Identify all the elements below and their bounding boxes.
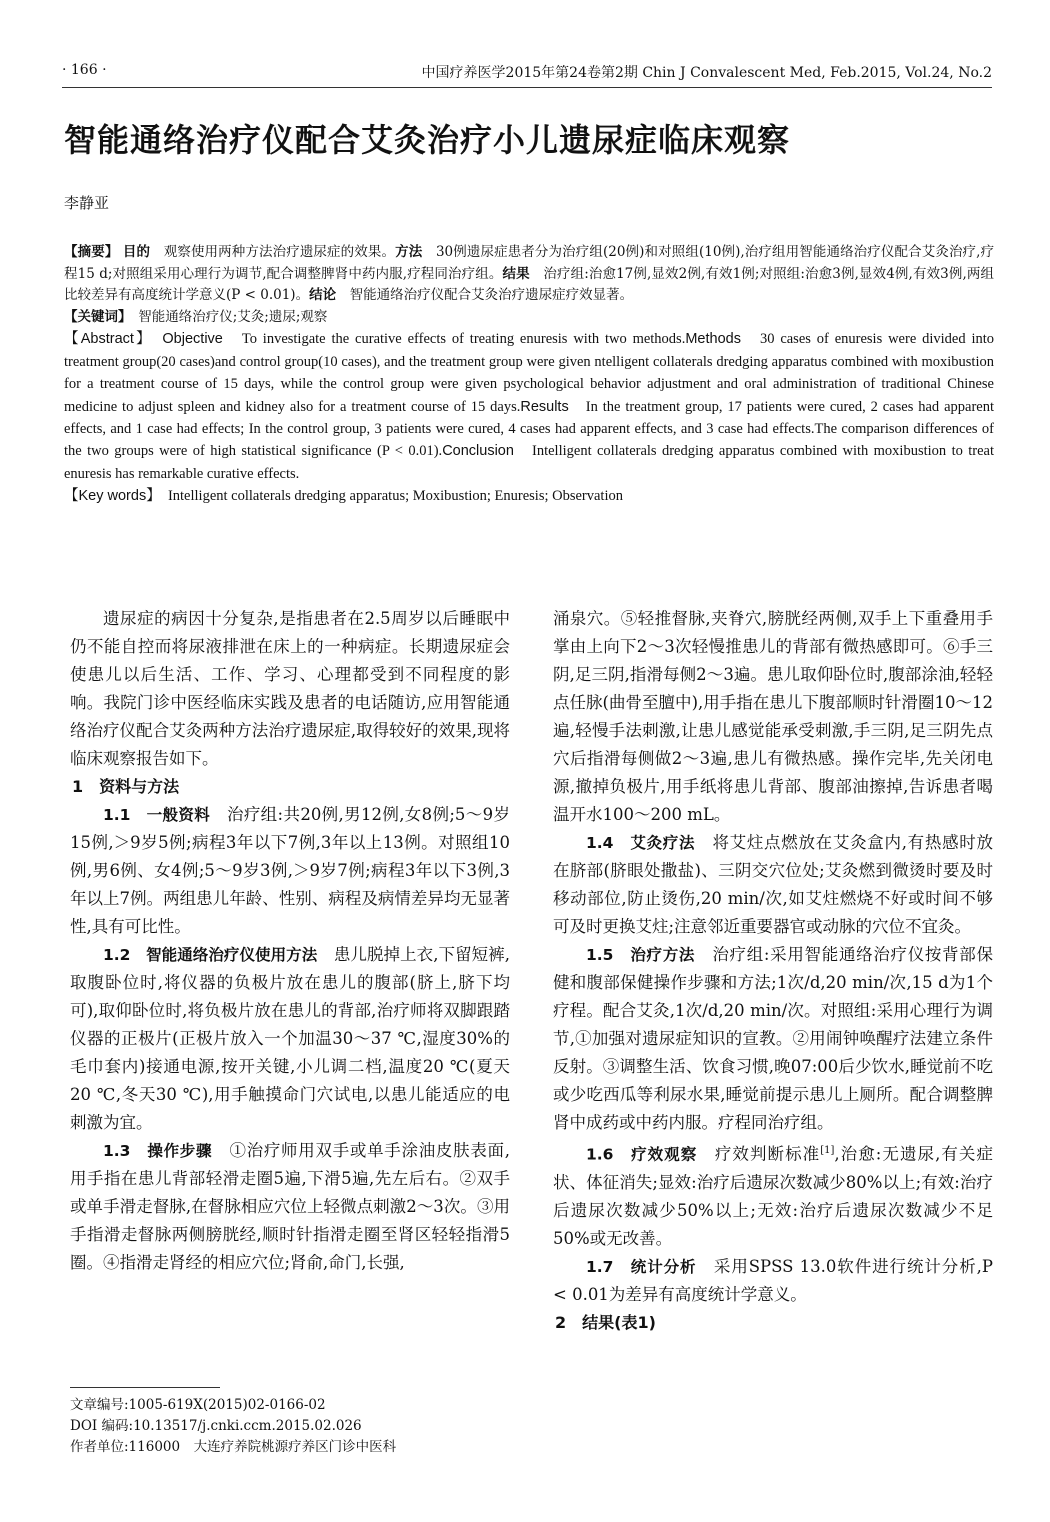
abstract-cn-objective-label: 目的 [122,244,151,260]
abstract-cn-methods: 30例遗尿症患者分为治疗组(20例)和对照组(10例),治疗组用智能通络治疗仪配合艾灸治疗,疗程15 d;对照组采用心理行为调节,配合调整脾肾中药内服,疗程同治疗组。 [64,244,995,282]
body-column-left [70,605,510,1277]
keywords-en-text: Intelligent collaterals dredging apparatus; Moxibustion; Enuresis; Observation [167,488,623,505]
abstract-en-conclusion: Intelligent collaterals dredging apparatus combined with moxibustion to treat enuresis has remarkable curative effects. [64,443,995,482]
body-column-right [553,605,993,1337]
abstract-cn-methods-label: 方法 [395,244,423,260]
keywords-en [64,485,994,507]
subsection-1-1-text: 治疗组:共20例,男12例,女8例;5～9岁15例,＞9岁5例;病程3年以下7例,3年以上13例。对照组10例,男6例、女4例;5～9岁3例,＞9岁7例;病程3年以下3例,3年以上7例。两组患儿年龄、性别、病程及病情差异均无显著性,具有可比性。 [70,805,510,936]
subsection-1-3-continued: 涌泉穴。⑤轻推督脉,夹脊穴,膀胱经两侧,双手上下重叠用手掌由上向下2～3次轻慢推患儿的背部有微热感即可。⑥手三阴,足三阴,指滑每侧2～3遍。患儿取仰卧位时,腹部涂油,轻轻点任脉(曲骨至膻中),用手指在患儿下腹部顺时针滑圈10～12遍,轻慢手法刺激,让患儿感觉能承受刺激,手三阴,足三阴先点穴后指滑每侧做2～3遍,患儿有微热感。操作完毕,先关闭电源,撤掉负极片,用手纸将患儿背部、腹部油擦掉,告诉患者喝温开水100～200 mL。 [553,609,993,824]
page-number: · 166 · [62,62,107,78]
abstract-en-objective: To investigate the curative effects of treating enuresis with two methods. [241,331,686,348]
abstract-cn-conclusion: 智能通络治疗仪配合艾灸治疗遗尿症疗效显著。 [349,287,634,304]
abstract-cn-results: 治疗组:治愈17例,显效2例,有效1例;对照组:治愈3例,显效4例,有效3例,两组比较差异有高度统计学意义(P < 0.01)。 [64,265,995,304]
abstract-cn-conclusion-label: 结论 [309,287,337,304]
abstract-en-methods: 30 cases of enuresis were divided into treatment group(20 cases)and control group(10 cases), and the treatment group were given ntelligent collaterals dredging apparatus combined with moxibustion for a treatment course of 15 days, while the control group were given psychological behavior adjustment and oral administration of traditional Chinese medicine to adjust spleen and kidney also for a treatment course of 15 days. [64,331,995,415]
subsection-1-7-title: 1.7 统计分析 [586,1257,697,1276]
abstract-cn-objective: 观察使用两种方法治疗遗尿症的效果。 [163,244,396,260]
abstract-block [64,242,994,508]
keywords-cn-label: 【关键词】 [64,308,125,325]
subsection-1-4 [553,829,993,941]
running-header [62,62,992,84]
subsection-1-2 [70,941,510,1137]
subsection-1-3 [70,1137,510,1277]
abstract-cn-label: 【摘要】 [64,244,119,260]
article-title: 智能通络治疗仪配合艾灸治疗小儿遗尿症临床观察 [64,121,791,159]
keywords-cn [64,307,994,329]
subsection-1-4-text: 将艾炷点燃放在艾灸盒内,有热感时放在脐部(脐眼处撒盐)、三阴交穴位处;艾灸燃到微烫时要及时移动部位,防止烫伤,20 min/次,如艾炷燃烧不好或时间不够可及时更换艾炷;注意邻近重要器官或动脉的穴位不宜灸。 [553,833,994,936]
intro-paragraph: 遗尿症的病因十分复杂,是指患者在2.5周岁以后睡眠中仍不能自控而将尿液排泄在床上的一种病症。长期遗尿症会使患儿以后生活、工作、学习、心理都受到不同程度的影响。我院门诊中医经临床实践及患者的电话随访,应用智能通络治疗仪配合艾灸两种方法治疗遗尿症,取得较好的效果,现将临床观察报告如下。 [70,609,510,768]
author-affiliation: 作者单位:116000 大连疗养院桃源疗养区门诊中医科 [70,1439,397,1455]
abstract-en-conclusion-label: Conclusion [442,443,514,460]
footnote-rule [70,1387,220,1388]
abstract-en-results: In the treatment group, 17 patients were cured, 2 cases had apparent effects, and 1 case had effects; In the control group, 3 patients were cured, 4 cases had apparent effects, and 3 case had effects.The comparison differences of the two groups were of high statistical significance (P < 0.01). [64,398,995,460]
subsection-1-3-text: ①治疗师用双手或单手涂油皮肤表面,用手指在患儿背部轻滑走圈5遍,下滑5遍,先左后右。②双手或单手滑走督脉,在督脉相应穴位上轻微点刺激2～3次。③用手指滑走督脉两侧膀胱经,顺时针指滑走圈至肾区轻轻指滑5圈。④指滑走肾经的相应穴位;肾俞,命门,长强, [70,1141,511,1272]
doi-code: DOI 编码:10.13517/j.cnki.ccm.2015.02.026 [70,1418,362,1434]
subsection-1-1-title: 1.1 一般资料 [103,806,211,824]
subsection-1-2-title: 1.2 智能通络治疗仪使用方法 [103,946,318,964]
reference-marker: [1] [820,1145,835,1156]
subsection-1-6-text-b: ,治愈:无遗尿,有关症状、体征消失;显效:治疗后遗尿次数减少80%以上;有效:治疗后遗尿次数减少50%以上;无效:治疗后遗尿次数减少不足50%或无改善。 [553,1144,993,1248]
article-number: 文章编号:1005-619X(2015)02-0166-02 [70,1397,326,1413]
subsection-1-5-title: 1.5 治疗方法 [586,946,696,964]
subsection-1-5 [553,941,993,1137]
footnote-block [70,1395,510,1458]
section-1-heading: 1 资料与方法 [72,777,180,796]
abstract-en-objective-label: Objective [162,331,223,348]
subsection-1-7 [553,1253,993,1309]
subsection-1-6 [553,1137,993,1253]
subsection-1-6-text-a: 疗效判断标准 [714,1144,821,1164]
subsection-1-3-title: 1.3 操作步骤 [103,1142,213,1160]
subsection-1-4-title: 1.4 艾灸疗法 [586,834,696,852]
subsection-1-7-text: 采用SPSS 13.0软件进行统计分析,P < 0.01为差异有高度统计学意义。 [553,1256,993,1304]
journal-citation: 中国疗养医学2015年第24卷第2期 Chin J Convalescent Med, Feb.2015, Vol.24, No.2 [421,65,992,81]
abstract-cn-results-label: 结果 [502,265,530,282]
subsection-1-2-text: 患儿脱掉上衣,下留短裤,取腹卧位时,将仪器的负极片放在患儿的腹部(脐上,脐下均可),取仰卧位时,将负极片放在患儿的背部,治疗师将双脚跟踏仪器的正极片(正极片放入一个加温30～37 ℃,湿度30%的毛巾套内)接通电源,按开关键,小儿调二档,温度20 ℃(夏天20 ℃,冬天30 ℃),用手触摸命门穴试电,以患儿能适应的电刺激为宜。 [70,945,510,1132]
section-2-heading: 2 结果(表1) [555,1312,656,1332]
keywords-cn-text: 智能通络治疗仪;艾灸;遗尿;观察 [138,308,328,325]
author-name: 李静亚 [64,194,110,212]
abstract-en [64,328,994,485]
subsection-1-5-text: 治疗组:采用智能通络治疗仪按背部保健和腹部保健操作步骤和方法;1次/d,20 min/次,15 d为1个疗程。配合艾灸,1次/d,20 min/次。对照组:采用心理行为调节,①加强对遗尿症知识的宣教。②用闹钟唤醒疗法建立条件反射。③调整生活、饮食习惯,晚07:00后少饮水,睡觉前不吃或少吃西瓜等利尿水果,睡觉前提示患儿上厕所。配合调整脾肾中成药或中药内服。疗程同治疗组。 [553,945,993,1132]
abstract-en-methods-label: Methods [685,331,741,348]
abstract-cn [64,242,994,307]
abstract-en-label: 【Abstract】 [64,331,146,348]
header-rule [62,87,992,88]
abstract-en-results-label: Results [520,398,569,415]
subsection-1-1 [70,801,510,941]
subsection-1-6-title: 1.6 疗效观察 [586,1145,698,1164]
keywords-en-label: 【Key words】 [64,488,154,505]
